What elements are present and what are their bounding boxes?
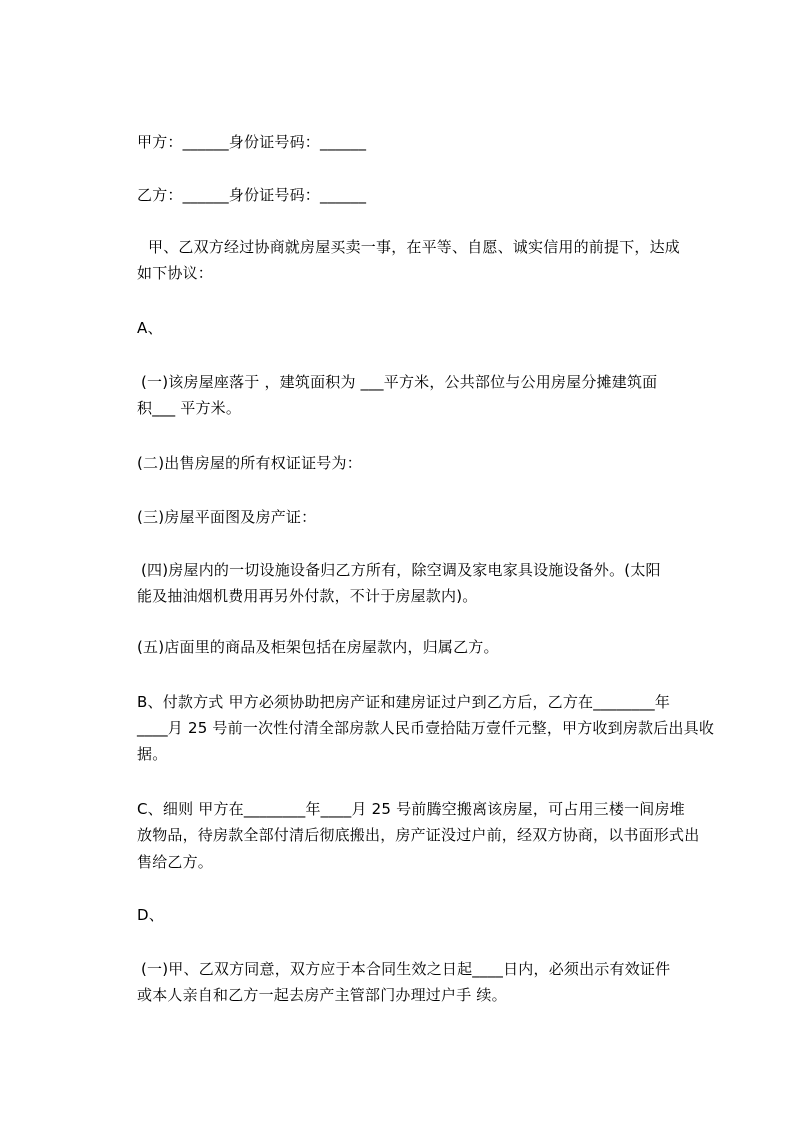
- clause-a2: (二)出售房屋的所有权证证号为：: [137, 454, 362, 472]
- section-d-heading: D、: [137, 906, 164, 924]
- clause-a1-line-2: 积___ 平方米。: [137, 399, 242, 417]
- section-b-line-3: 据。: [137, 745, 168, 763]
- clause-a5: (五)店面里的商品及柜架包括在房屋款内，归属乙方。: [137, 638, 499, 656]
- clause-a4-line-2: 能及抽油烟机费用再另外付款，不计于房屋款内)。: [137, 587, 478, 605]
- clause-a3: (三)房屋平面图及房产证：: [137, 508, 317, 526]
- section-c-line-3: 售给乙方。: [137, 853, 214, 871]
- party-b-line: 乙方：______身份证号码：______: [137, 186, 367, 204]
- clause-a4-line-1: (四)房屋内的一切设施设备归乙方所有，除空调及家电家具设施设备外。(太阳: [141, 561, 661, 579]
- intro-paragraph-line-2: 如下协议：: [137, 264, 214, 282]
- section-c-line-1: C、细则 甲方在________年____月 25 号前腾空搬离该房屋，可占用三楼一间房堆: [137, 800, 685, 818]
- party-a-line: 甲方：______身份证号码：______: [137, 133, 367, 151]
- clause-d1-line-2: 或本人亲自和乙方一起去房产主管部门办理过户手 续。: [137, 986, 507, 1004]
- section-a-heading: A、: [137, 319, 163, 337]
- intro-paragraph-line-1: 甲、乙双方经过协商就房屋买卖一事，在平等、自愿、诚实信用的前提下，达成: [148, 238, 681, 256]
- section-b-line-1: B、付款方式 甲方必须协助把房产证和建房证过户到乙方后，乙方在________年: [137, 693, 671, 711]
- section-c-line-2: 放物品，待房款全部付清后彻底搬出，房产证没过户前，经双方协商，以书面形式出: [137, 826, 700, 844]
- clause-d1-line-1: (一)甲、乙双方同意，双方应于本合同生效之日起____日内，必须出示有效证件: [141, 960, 671, 978]
- section-b-line-2: ____月 25 号前一次性付清全部房款人民币壹拾陆万壹仟元整，甲方收到房款后出具收: [137, 719, 715, 737]
- clause-a1-line-1: (一)该房屋座落于 ，建筑面积为 ___平方米，公共部位与公用房屋分摊建筑面: [141, 373, 658, 391]
